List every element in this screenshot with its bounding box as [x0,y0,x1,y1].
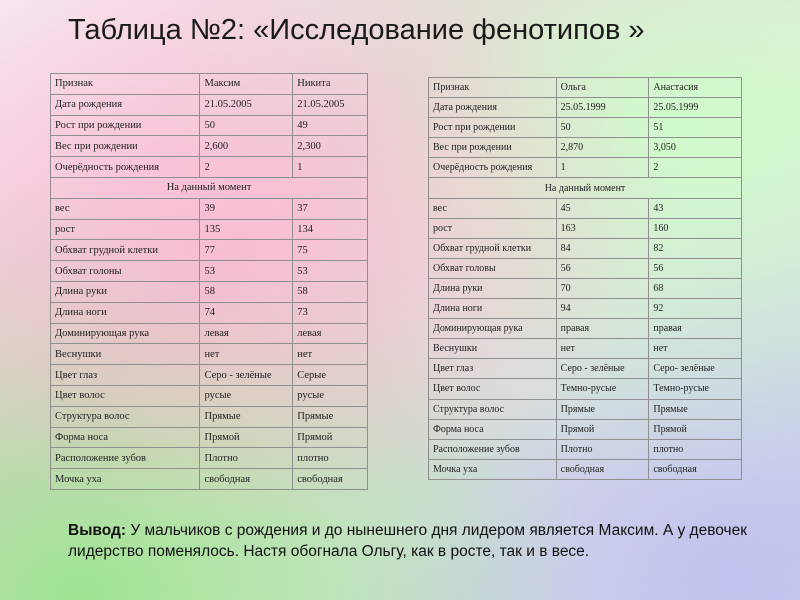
value-cell: 25.05.1999 [649,98,742,118]
trait-cell: Доминирующая рука [51,323,200,344]
value-cell: 1 [556,158,649,178]
trait-cell: Веснушки [429,339,557,359]
trait-cell: Веснушки [51,344,200,365]
value-cell: 134 [293,219,368,240]
trait-cell: Структура волос [51,406,200,427]
trait-cell: Мочка уха [51,469,200,490]
table-row [51,281,368,302]
trait-cell: Обхват грудной клетки [51,240,200,261]
value-cell: 58 [200,281,293,302]
trait-cell: рост [429,218,557,238]
table-row [429,198,742,218]
value-cell: Прямые [556,399,649,419]
table-row [429,299,742,319]
trait-cell: вес [429,198,557,218]
girls-phenotype-table [428,77,742,480]
trait-cell: Длина руки [51,281,200,302]
value-cell: 163 [556,218,649,238]
value-cell: 77 [200,240,293,261]
value-cell: 51 [649,118,742,138]
value-cell: 73 [293,302,368,323]
value-cell: Темно-русые [649,379,742,399]
trait-cell: Очерёдность рождения [429,158,557,178]
trait-cell: Очерёдность рождения [51,157,200,178]
value-cell: 50 [200,115,293,136]
value-cell: 160 [649,218,742,238]
table-row [429,459,742,479]
value-cell: правая [649,319,742,339]
value-cell: 3,050 [649,138,742,158]
trait-cell: Длина ноги [429,299,557,319]
subheader-cell: На данный момент [429,178,742,198]
value-cell: Прямой [556,419,649,439]
value-cell: свободная [649,459,742,479]
value-cell: Серо - зелёные [556,359,649,379]
trait-cell: Форма носа [51,427,200,448]
trait-cell: Длина ноги [51,302,200,323]
trait-cell: вес [51,198,200,219]
value-cell: Прямые [649,399,742,419]
table-row [51,115,368,136]
conclusion-label: Вывод: [68,522,127,539]
value-cell: Никита [293,74,368,95]
value-cell: 21.05.2005 [293,94,368,115]
conclusion-body: У мальчиков с рождения и до нынешнего дня лидером является Максим. А у девочек лидерство поменялось. Настя обогнала Ольгу, как в росте, так и в весе. [68,522,748,560]
table-row [51,365,368,386]
value-cell: нет [556,339,649,359]
value-cell: 21.05.2005 [200,94,293,115]
value-cell: Прямой [200,427,293,448]
value-cell: левая [200,323,293,344]
value-cell: Плотно [556,439,649,459]
table-row [429,118,742,138]
trait-cell: Признак [429,78,557,98]
value-cell: 2 [649,158,742,178]
table-row [51,157,368,178]
table-row [429,399,742,419]
value-cell: 2 [200,157,293,178]
trait-cell: Структура волос [429,399,557,419]
table-row [429,218,742,238]
table-row [51,469,368,490]
value-cell: 74 [200,302,293,323]
table-row [51,406,368,427]
table-row [429,238,742,258]
value-cell: Максим [200,74,293,95]
value-cell: нет [293,344,368,365]
value-cell: 25.05.1999 [556,98,649,118]
value-cell: 1 [293,157,368,178]
table-header-row [429,78,742,98]
trait-cell: Вес при рождении [51,136,200,157]
table-row [51,323,368,344]
trait-cell: Мочка уха [429,459,557,479]
table-row [429,359,742,379]
value-cell: 39 [200,198,293,219]
value-cell: 53 [293,261,368,282]
value-cell: 58 [293,281,368,302]
value-cell: русые [200,385,293,406]
value-cell: 70 [556,278,649,298]
table-subheader-row [429,178,742,198]
trait-cell: Дата рождения [429,98,557,118]
trait-cell: Доминирующая рука [429,319,557,339]
table-row [429,339,742,359]
table-subheader-row [51,177,368,198]
table-row [51,136,368,157]
trait-cell: Цвет глаз [51,365,200,386]
trait-cell: Расположение зубов [429,439,557,459]
value-cell: 2,300 [293,136,368,157]
trait-cell: Признак [51,74,200,95]
value-cell: 49 [293,115,368,136]
subheader-cell: На данный момент [51,177,368,198]
conclusion-text [68,520,768,562]
value-cell: свободная [200,469,293,490]
trait-cell: Цвет глаз [429,359,557,379]
value-cell: Плотно [200,448,293,469]
value-cell: Прямые [293,406,368,427]
trait-cell: Обхват грудной клетки [429,238,557,258]
value-cell: 75 [293,240,368,261]
value-cell: русые [293,385,368,406]
value-cell: Серо- зелёные [649,359,742,379]
trait-cell: Рост при рождении [429,118,557,138]
trait-cell: Длина руки [429,278,557,298]
value-cell: нет [200,344,293,365]
table-row [429,319,742,339]
table-row [429,98,742,118]
value-cell: свободная [556,459,649,479]
value-cell: 56 [556,258,649,278]
value-cell: плотно [649,439,742,459]
table-row [51,94,368,115]
trait-cell: Обхват голоны [51,261,200,282]
trait-cell: Цвет волос [51,385,200,406]
value-cell: 43 [649,198,742,218]
table-row [429,278,742,298]
table-row [429,439,742,459]
table-row [51,240,368,261]
value-cell: Темно-русые [556,379,649,399]
value-cell: плотно [293,448,368,469]
value-cell: 37 [293,198,368,219]
slide-title: Таблица №2: «Исследование фенотипов » [68,14,645,46]
table-row [429,158,742,178]
table-header-row [51,74,368,95]
value-cell: 92 [649,299,742,319]
value-cell: 82 [649,238,742,258]
boys-phenotype-table [50,73,368,490]
value-cell: Прямые [200,406,293,427]
table-row [51,448,368,469]
table-row [51,427,368,448]
table-row [51,219,368,240]
value-cell: Прямой [293,427,368,448]
value-cell: 135 [200,219,293,240]
table-row [51,198,368,219]
value-cell: левая [293,323,368,344]
value-cell: 56 [649,258,742,278]
trait-cell: рост [51,219,200,240]
value-cell: нет [649,339,742,359]
trait-cell: Обхват головы [429,258,557,278]
table-row [51,261,368,282]
trait-cell: Рост при рождении [51,115,200,136]
table-row [51,385,368,406]
value-cell: 45 [556,198,649,218]
trait-cell: Цвет волос [429,379,557,399]
trait-cell: Вес при рождении [429,138,557,158]
table-row [51,344,368,365]
value-cell: Прямой [649,419,742,439]
value-cell: 2,600 [200,136,293,157]
value-cell: 84 [556,238,649,258]
table-row [429,379,742,399]
value-cell: правая [556,319,649,339]
trait-cell: Форма носа [429,419,557,439]
value-cell: Серо - зелёные [200,365,293,386]
trait-cell: Дата рождения [51,94,200,115]
value-cell: 2,870 [556,138,649,158]
value-cell: 53 [200,261,293,282]
table-row [51,302,368,323]
value-cell: Анастасия [649,78,742,98]
value-cell: свободная [293,469,368,490]
value-cell: Ольга [556,78,649,98]
value-cell: 50 [556,118,649,138]
value-cell: 68 [649,278,742,298]
value-cell: 94 [556,299,649,319]
value-cell: Серые [293,365,368,386]
table-row [429,258,742,278]
table-row [429,138,742,158]
trait-cell: Расположение зубов [51,448,200,469]
table-row [429,419,742,439]
